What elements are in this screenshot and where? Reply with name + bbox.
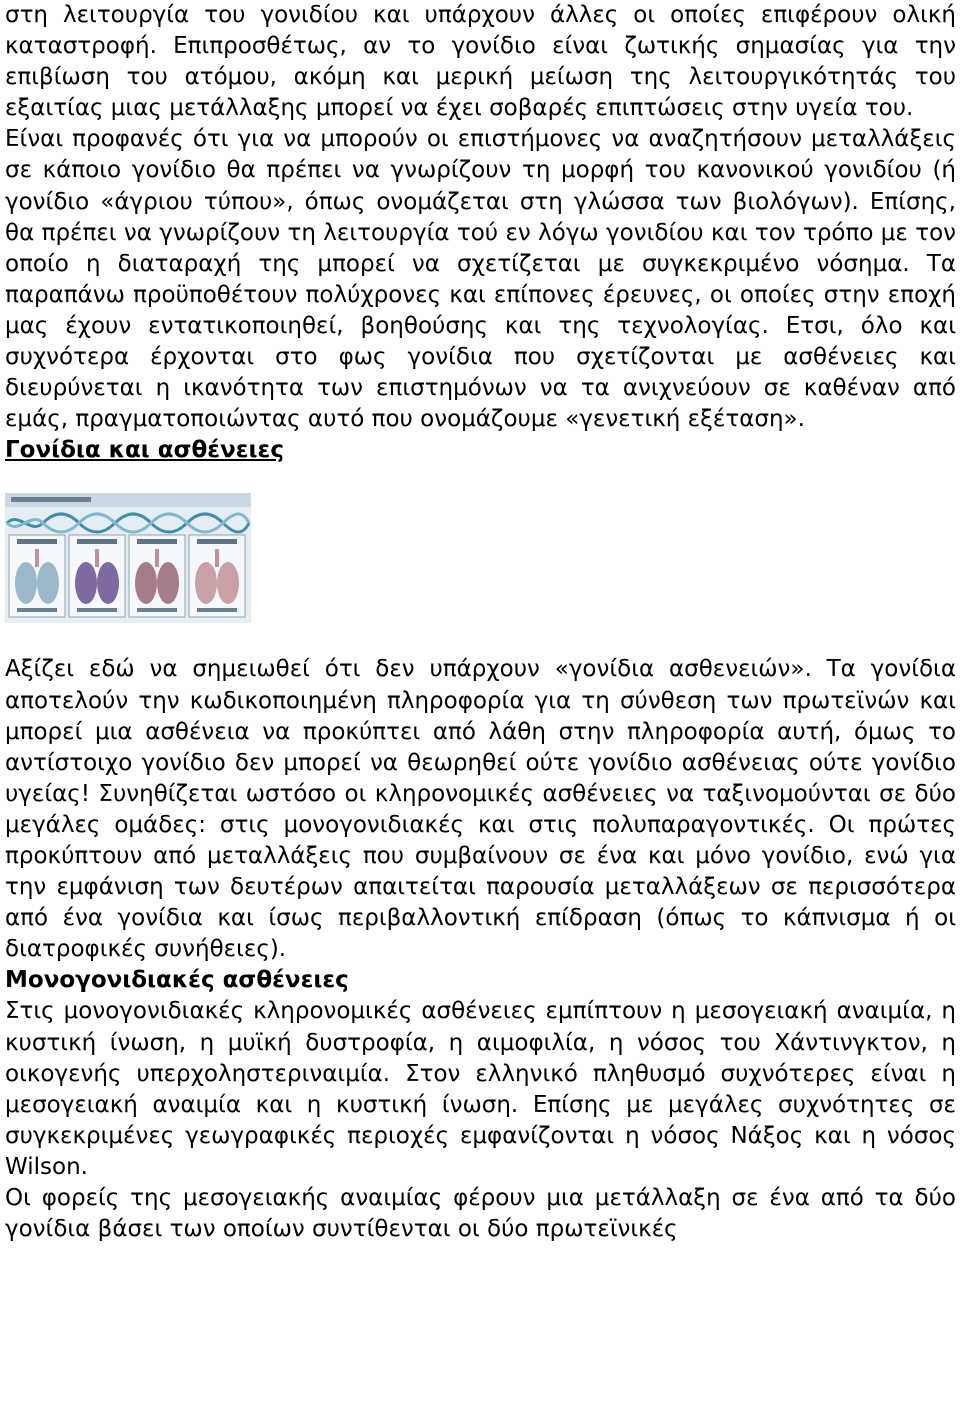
- heading-genes-and-diseases: Γονίδια και ασθένειες: [5, 437, 284, 464]
- figure-gene-lungs-illustration: [5, 493, 251, 623]
- paragraph-thalassemia-carriers: Οι φορείς της μεσογειακής αναιμίας φέρουν μια μετάλλαξη σε ένα από τα δύο γονίδια βάσει των οποίων συντίθενται οι δύο πρωτεϊνικές: [5, 1185, 956, 1243]
- lungs-dna-illustration: [5, 493, 251, 623]
- document-page: [5, 0, 956, 1245]
- paragraph-genetic-testing: Είναι προφανές ότι για να μπορούν οι επιστήμονες να αναζητήσουν μεταλλάξεις σε κάποιο γονίδιο θα πρέπει να γνωρίζουν τη μορφή του κανονικού γονιδίου (ή γονίδιο «άγριου τύπου», όπως ονομάζεται στη γλώσσα των βιολόγων). Επίσης, θα πρέπει να γνωρίζουν τη λειτουργία τού εν λόγω γονιδίου και τον τρόπο με τον οποίο η διαταραχή της μπορεί να σχετίζεται με συγκεκριμένο νόσημα. Τα παραπάνω προϋποθέτουν πολύχρονες και επίπονες έρευνες, οι οποίες στην εποχή μας έχουν εντατικοποιηθεί, βοηθούσης και της τεχνολογίας. Ετσι, όλο και συχνότερα έρχονται στο φως γονίδια που σχετίζονται με ασθένειες και διευρύνεται η ικανότητα των επιστημόνων να τα ανιχνεύουν σε καθέναν από εμάς, πραγματοποιώντας αυτό που ονομάζουμε «γενετική εξέταση».: [5, 126, 956, 433]
- heading-monogenic-diseases: Μονογονιδιακές ασθένειες: [5, 967, 349, 994]
- paragraph-intro-continued: στη λειτουργία του γονιδίου και υπάρχουν άλλες οι οποίες επιφέρουν ολική καταστροφή. Επιπροσθέτως, αν το γονίδιο είναι ζωτικής σημασίας για την επιβίωση του ατόμου, ακόμη και μερική μείωση της λειτουργικότητάς του εξαιτίας μιας μετάλλαξης μπορεί να έχει σοβαρές επιπτώσεις στην υγεία του.: [5, 2, 956, 122]
- paragraph-monogenic-list: Στις μονογονιδιακές κληρονομικές ασθένειες εμπίπτουν η μεσογειακή αναιμία, η κυστική ίνωση, η μυϊκή δυστροφία, η αιμοφιλία, η νόσος του Χάντινγκτον, η οικογενής υπερχοληστεριναιμία. Στον ελληνικό πληθυσμό συχνότερες είναι η μεσογειακή αναιμία και η κυστική ίνωση. Επίσης με μεγάλες συχνότητες σε συγκεκριμένες γεωγραφικές περιοχές εμφανίζονται η νόσος Νάξος και η νόσος Wilson.: [5, 998, 956, 1180]
- lung-panel: [189, 535, 245, 617]
- lung-panel: [9, 535, 65, 617]
- paragraph-no-disease-genes: Αξίζει εδώ να σημειωθεί ότι δεν υπάρχουν «γονίδια ασθενειών». Τα γονίδια αποτελούν την κωδικοποιημένη πληροφορία για τη σύνθεση των πρωτεϊνών και μπορεί μια ασθένεια να προκύπτει από λάθη στην πληροφορία αυτή, όμως το αντίστοιχο γονίδιο δεν μπορεί να θεωρηθεί ούτε γονίδιο ασθένειας ούτε γονίδιο υγείας! Συνηθίζεται ωστόσο οι κληρονομικές ασθένειες να ταξινομούνται σε δύο μεγάλες ομάδες: στις μονογονιδιακές και στις πολυπαραγοντικές. Οι πρώτες προκύπτουν από μεταλλάξεις που συμβαίνουν σε ένα και μόνο γονίδιο, ενώ για την εμφάνιση των δευτέρων απαιτείται παρουσία μεταλλάξεων σε περισσότερα από ένα γονίδια και ίσως περιβαλλοντική επίδραση (όπως το κάπνισμα ή οι διατροφικές συνήθειες).: [5, 656, 956, 963]
- lung-panel: [129, 535, 185, 617]
- lung-panel: [69, 535, 125, 617]
